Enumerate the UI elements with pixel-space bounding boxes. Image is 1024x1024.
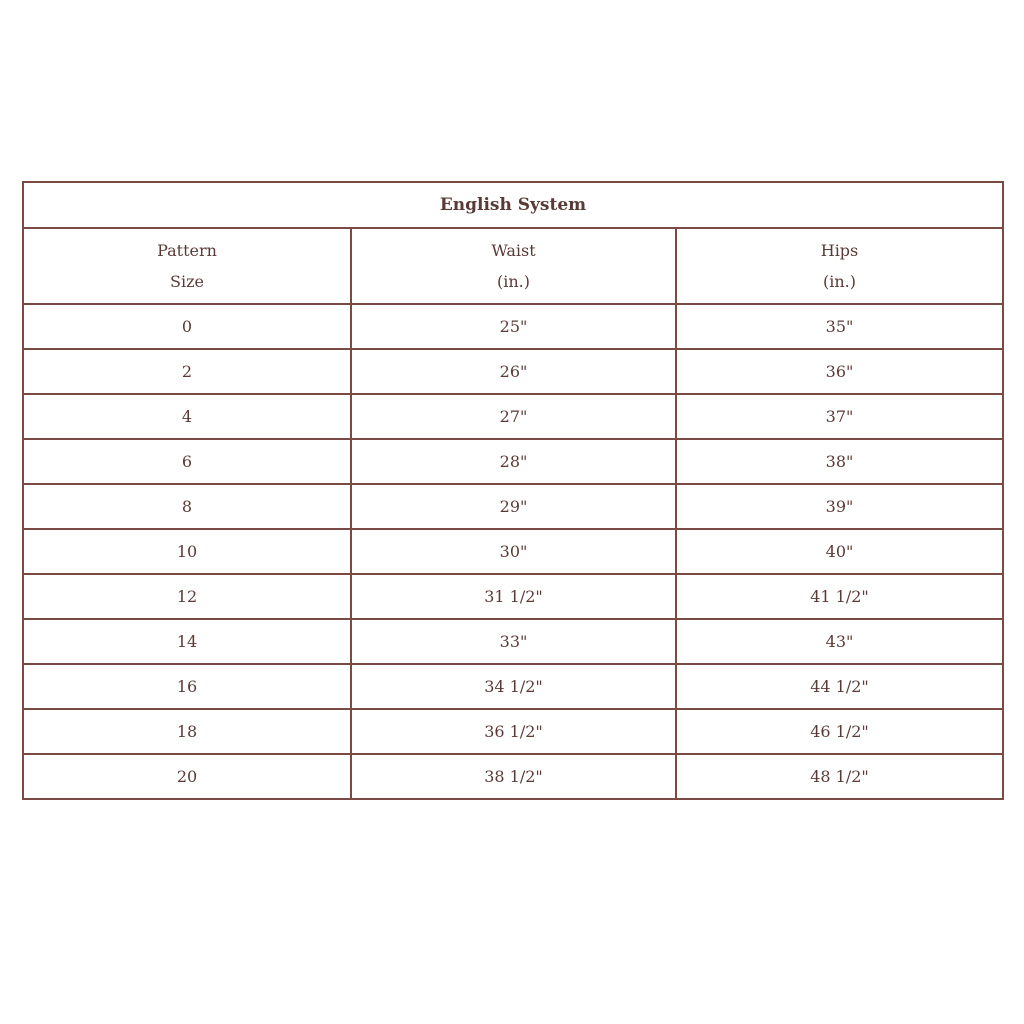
header-pattern-size: [23, 228, 351, 304]
cell-waist: 27": [351, 394, 676, 439]
cell-hips: 40": [676, 529, 1003, 574]
cell-size: 12: [23, 574, 351, 619]
cell-size: 20: [23, 754, 351, 799]
table-row: [23, 754, 1003, 799]
cell-hips: 46 1/2": [676, 709, 1003, 754]
size-chart-table: [22, 181, 1004, 800]
table-row: [23, 394, 1003, 439]
cell-size: 14: [23, 619, 351, 664]
cell-waist: 33": [351, 619, 676, 664]
cell-hips: 43": [676, 619, 1003, 664]
header-waist-line1: Waist: [491, 241, 536, 260]
cell-size: 2: [23, 349, 351, 394]
cell-waist: 26": [351, 349, 676, 394]
table-row: [23, 709, 1003, 754]
cell-size: 8: [23, 484, 351, 529]
cell-size: 16: [23, 664, 351, 709]
table-row: [23, 529, 1003, 574]
table-row: [23, 664, 1003, 709]
header-row: [23, 228, 1003, 304]
header-pattern-size-line1: Pattern: [157, 241, 217, 260]
cell-hips: 36": [676, 349, 1003, 394]
cell-hips: 48 1/2": [676, 754, 1003, 799]
cell-size: 4: [23, 394, 351, 439]
cell-waist: 28": [351, 439, 676, 484]
table-row: [23, 304, 1003, 349]
cell-hips: 35": [676, 304, 1003, 349]
header-pattern-size-line2: Size: [170, 272, 204, 291]
cell-waist: 36 1/2": [351, 709, 676, 754]
table-row: [23, 439, 1003, 484]
cell-waist: 30": [351, 529, 676, 574]
cell-size: 6: [23, 439, 351, 484]
table-row: [23, 349, 1003, 394]
table-row: [23, 619, 1003, 664]
cell-hips: 44 1/2": [676, 664, 1003, 709]
cell-waist: 29": [351, 484, 676, 529]
header-waist-line2: (in.): [497, 272, 530, 291]
cell-size: 0: [23, 304, 351, 349]
header-hips-line2: (in.): [823, 272, 856, 291]
header-hips: [676, 228, 1003, 304]
table-row: [23, 574, 1003, 619]
header-hips-line1: Hips: [820, 241, 859, 260]
cell-size: 18: [23, 709, 351, 754]
table-title: English System: [23, 182, 1003, 228]
cell-waist: 38 1/2": [351, 754, 676, 799]
title-row: [23, 182, 1003, 228]
cell-waist: 34 1/2": [351, 664, 676, 709]
table-row: [23, 484, 1003, 529]
cell-size: 10: [23, 529, 351, 574]
cell-hips: 38": [676, 439, 1003, 484]
header-waist: [351, 228, 676, 304]
cell-hips: 41 1/2": [676, 574, 1003, 619]
cell-waist: 31 1/2": [351, 574, 676, 619]
cell-hips: 37": [676, 394, 1003, 439]
cell-waist: 25": [351, 304, 676, 349]
cell-hips: 39": [676, 484, 1003, 529]
